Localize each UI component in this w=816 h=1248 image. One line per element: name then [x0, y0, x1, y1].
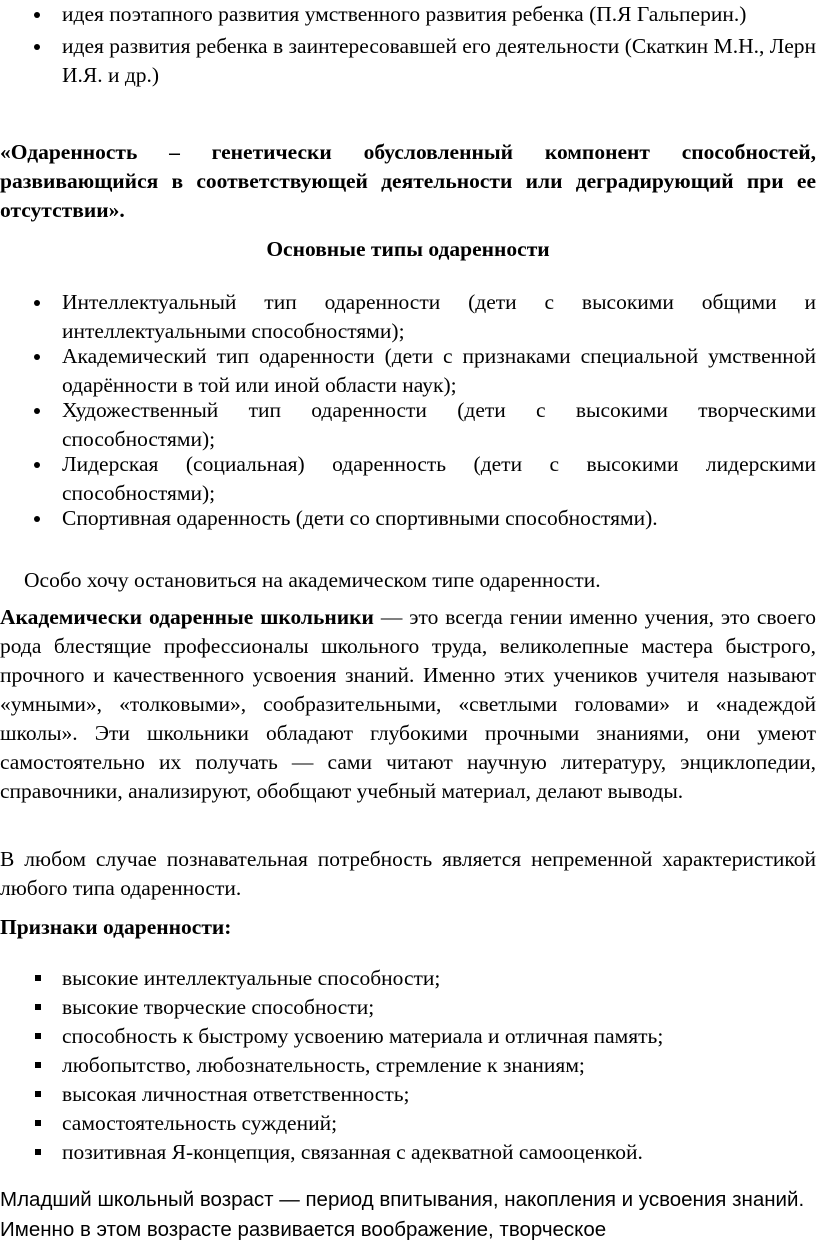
definition-paragraph: «Одаренность – генетически обусловленный компонент способностей, развивающийся в соответствующей деятельности или деградирующий при ее отсутствии».: [0, 140, 816, 222]
academic-term: Академически одаренные школьники: [0, 605, 374, 629]
list-item: Художественный тип одаренности (дети с высокими творческими способностями);: [0, 396, 816, 454]
list-item: идея развития ребенка в заинтересовавшей его деятельности (Скаткин М.Н., Лерн И.Я. и др.): [0, 32, 816, 90]
focus-sentence: Особо хочу остановиться на академическом типе одаренности.: [24, 568, 601, 592]
list-item: способность к быстрому усвоению материала и отличная память;: [0, 1022, 816, 1051]
list-item: идея поэтапного развития умственного развития ребенка (П.Я Гальперин.): [0, 0, 816, 29]
list-item: любопытство, любознательность, стремление к знаниям;: [0, 1051, 816, 1080]
list-item: Интеллектуальный тип одаренности (дети с высокими общими и интеллектуальными способностями);: [0, 288, 816, 346]
final-paragraph: Младший школьный возраст — период впитывания, накопления и усвоения знаний. Именно в этом возрасте развивается воображение, творческое: [0, 1188, 805, 1241]
list-item: Лидерская (социальная) одаренность (дети с высокими лидерскими способностями);: [0, 450, 816, 508]
types-list: [0, 288, 816, 533]
academic-text: — это всегда гении именно учения, это своего рода блестящие профессионалы школьного труда, великолепные мастера быстрого, прочного и качественного усвоения знаний. Именно этих учеников учителя называют «умными», «толковыми», сообразительными, «светлыми головами» и «надеждой школы». Эти школьники обладают глубокими прочными знаниями, они умеют самостоятельно их получать — сами читают научную литературу, энциклопедии, справочники, анализируют, обобщают учебный материал, делают выводы.: [0, 605, 816, 803]
cognitive-need-paragraph: В любом случае познавательная потребность является непременной характеристикой любого типа одаренности.: [0, 847, 816, 900]
academic-paragraph: [0, 603, 816, 806]
heading-types: Основные типы одаренности: [266, 237, 550, 261]
list-item: высокие творческие способности;: [0, 993, 816, 1022]
list-item: Академический тип одаренности (дети с признаками специальной умственной одарённости в той или иной области наук);: [0, 342, 816, 400]
list-item: самостоятельность суждений;: [0, 1109, 816, 1138]
list-item: высокая личностная ответственность;: [0, 1080, 816, 1109]
list-item: позитивная Я-концепция, связанная с адекватной самооценкой.: [0, 1138, 816, 1167]
signs-list: [0, 964, 816, 1167]
signs-heading: Признаки одаренности:: [0, 915, 232, 939]
list-item: высокие интеллектуальные способности;: [0, 964, 816, 993]
list-item: Спортивная одаренность (дети со спортивными способностями).: [0, 504, 816, 533]
ideas-list: [0, 0, 816, 90]
